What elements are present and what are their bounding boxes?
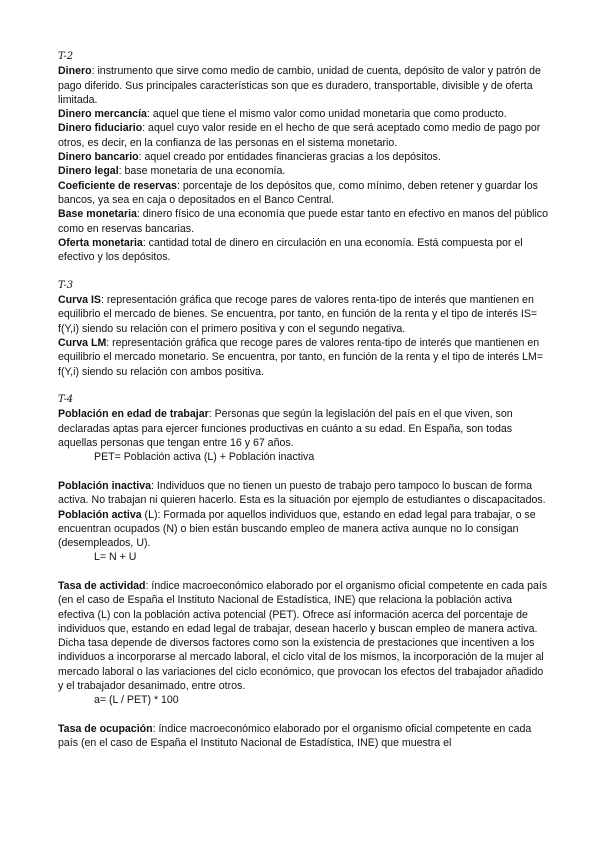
term: Dinero legal — [58, 165, 119, 178]
definition-poblacion-edad-trabajar — [58, 407, 548, 450]
definition-text: (L): Formada por aquellos individuos que, estando en edad legal para trabajar, o se encuentran ocupados (N) o bien están buscando empleo de manera activa aunque no lo consigan (desempleados, U). — [58, 508, 536, 550]
term: Dinero bancario — [58, 151, 139, 164]
term: Base monetaria — [58, 208, 137, 221]
definition-poblacion-inactiva — [58, 479, 548, 508]
section-t4 — [58, 393, 548, 750]
definition-text: : Personas que según la legislación del país en el que viven, son declaradas aptas para ejercer funciones productivas en cuánto a su edad. En España, son todas aquellas personas que tengan entre 16 y 67 años. — [58, 408, 513, 450]
term: Curva LM — [58, 336, 107, 349]
definition-text: : base monetaria de una economía. — [118, 165, 286, 178]
term: Dinero — [58, 65, 92, 78]
definition-text: : índice macroeconómico elaborado por el organismo oficial competente en cada país (en el caso de España el Instituto Nacional de Estadística, INE) que muestra el — [58, 722, 532, 750]
term: Población en edad de trabajar — [58, 408, 209, 421]
definition-tasa-actividad — [58, 579, 548, 693]
definition-poblacion-activa — [58, 508, 548, 551]
term: Oferta monetaria — [58, 236, 143, 249]
term: Dinero mercancía — [58, 108, 147, 121]
definition-text: : instrumento que sirve como medio de cambio, unidad de cuenta, depósito de valor y patrón de pago diferido. Sus principales características son que es duradero, transportable, divisible y de oferta limitada. — [58, 65, 541, 106]
spacer — [58, 465, 548, 479]
term: Curva IS — [58, 294, 101, 307]
spacer — [58, 379, 548, 393]
definition-curva-lm — [58, 336, 548, 379]
definition-text: : representación gráfica que recoge pares de valores renta-tipo de interés que mantienen en equilibrio el mercado de bienes. Se encuentra, por tanto, en función de la renta y el tipo de interés IS= f(Y,i) siendo su relación con el primero positiva y con el segundo negativa. — [58, 294, 538, 335]
definition-dinero — [58, 64, 548, 107]
section-t2 — [58, 50, 548, 264]
definition-dinero-mercancia — [58, 107, 548, 121]
spacer — [58, 708, 548, 722]
section-heading: T-4 — [58, 394, 74, 406]
term: Tasa de ocupación — [58, 722, 153, 735]
definition-oferta-monetaria — [58, 236, 548, 265]
definition-text: : cantidad total de dinero en circulación en una economía. Está compuesta por el efectivo y los depósitos. — [58, 236, 523, 264]
definition-text: : porcentaje de los depósitos que, como mínimo, deben retener y guardar los bancos, ya sea en caja o depositados en el Banco Central. — [58, 179, 538, 206]
definition-dinero-fiduciario — [58, 121, 548, 150]
formula-l: L= N + U — [94, 551, 137, 564]
formula-tasa-actividad: a= (L / PET) * 100 — [94, 694, 179, 707]
definition-text: : dinero físico de una economía que puede estar tanto en efectivo en manos del público como en reservas bancarias. — [58, 208, 548, 235]
term: Población inactiva — [58, 479, 152, 492]
definition-text: : aquel creado por entidades financieras gracias a los depósitos. — [138, 151, 441, 164]
term: Tasa de actividad — [58, 579, 146, 592]
definition-base-monetaria — [58, 207, 548, 236]
definition-tasa-ocupacion — [58, 722, 548, 751]
definition-dinero-legal — [58, 164, 548, 178]
spacer — [58, 264, 548, 278]
term: Coeficiente de reservas — [58, 179, 177, 192]
definition-text: : representación gráfica que recoge pares de valores renta-tipo de interés que mantienen en equilibrio el mercado monetario. Se encuentra, por tanto, en función de la renta y el tipo de interés LM= f(Y,i) siendo su relación con ambos positiva. — [58, 336, 543, 378]
section-heading: T-3 — [58, 279, 74, 291]
definition-text: : aquel que tiene el mismo valor como unidad monetaria que como producto. — [146, 108, 507, 121]
section-t3 — [58, 279, 548, 379]
definition-text: : Individuos que no tienen un puesto de trabajo pero tampoco lo buscan de forma activa. No trabajan ni quieren hacerlo. Esta es la situación por ejemplo de estudiantes o discapacitados. — [58, 479, 546, 507]
section-heading: T-2 — [58, 51, 74, 62]
term: Dinero fiduciario — [58, 122, 143, 135]
spacer — [58, 565, 548, 579]
definition-text: : aquel cuyo valor reside en el hecho de que será aceptado como medio de pago por otros, es decir, en la confianza de las personas en el sistema monetario. — [58, 122, 541, 149]
definition-dinero-bancario — [58, 150, 548, 164]
document-page — [58, 50, 548, 751]
formula-pet: PET= Población activa (L) + Población inactiva — [94, 451, 315, 464]
term: Población activa — [58, 508, 142, 521]
definition-curva-is — [58, 293, 548, 336]
definition-text: : índice macroeconómico elaborado por el organismo oficial competente en cada país (en el caso de España el Instituto Nacional de Estadística, INE) que relaciona la población activa efectiva (L) con la población activa potencial (PET). Ofrece así información acerca del porcentaje de individuos que, estando en edad legal de trabajar, desean hacerlo y buscan empleo de manera activa. Dicha tasa depende de diversos factores como son la existencia de prestaciones que incentiven a los individuos a incorporarse al mercado laboral, el ciclo vital de los mismos, la incorporación de la mujer al mercado laboral o las variaciones del ciclo económico, que provocan los efectos del trabajador añadido y el trabajador desanimado, entre otros. — [58, 579, 548, 693]
definition-coeficiente-reservas — [58, 179, 548, 208]
